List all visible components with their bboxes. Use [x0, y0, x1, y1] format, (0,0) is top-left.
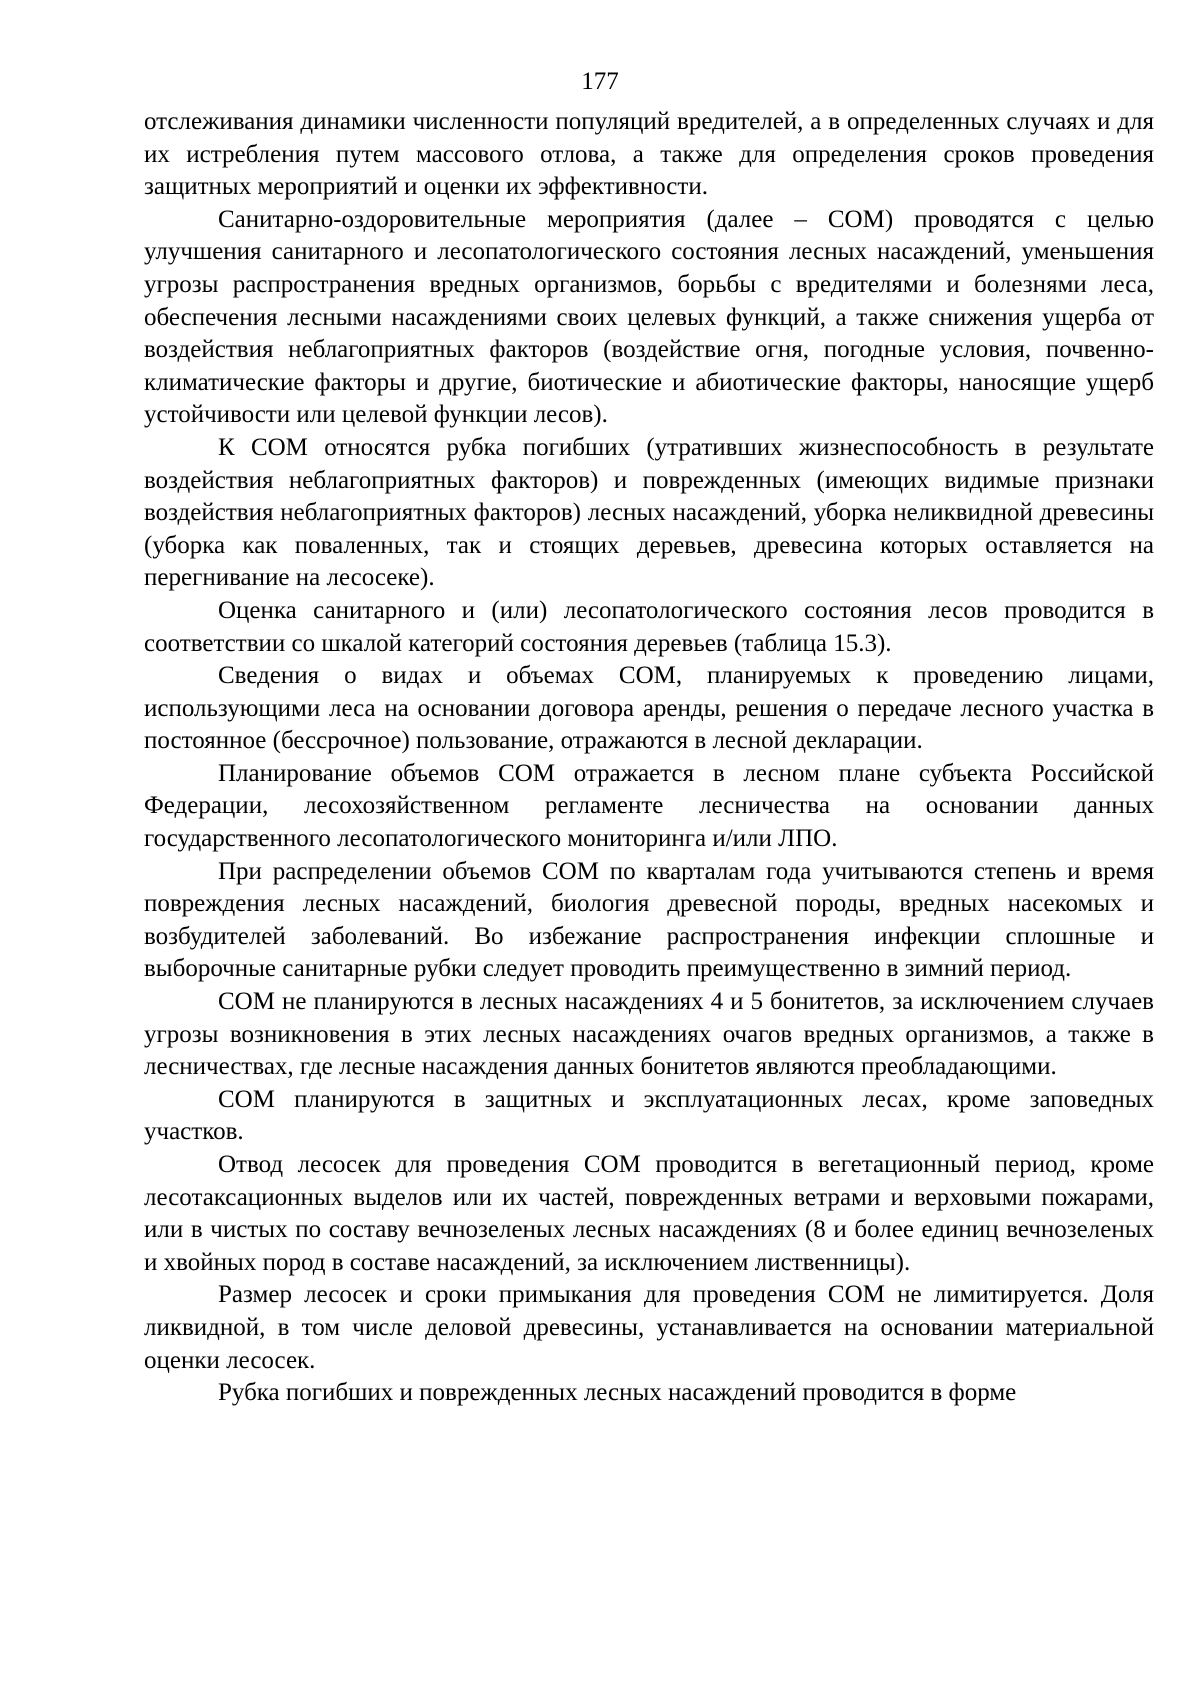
paragraph-assessment: Оценка санитарного и (или) лесопатологического состояния лесов проводится в соответствии со шкалой категорий состояния деревьев (таблица 15.3). — [144, 596, 1154, 657]
paragraph-quarterly-distribution: При распределении объемов СОМ по кварталам года учитываются степень и время повреждения лесных насаждений, биология древесной породы, вредных насекомых и возбудителей заболеваний. Во избежание распространения инфекции сплошные и выборочные санитарные рубки следует проводить преимущественно в зимний период. — [144, 857, 1154, 983]
paragraph-bonitet-exclusion: СОМ не планируются в лесных насаждениях 4 и 5 бонитетов, за исключением случаев угрозы возникновения в этих лесных насаждениях очагов вредных организмов, а также в лесничествах, где лесные насаждения данных бонитетов являются преобладающими. — [144, 988, 1154, 1081]
paragraph-som-includes: К СОМ относятся рубка погибших (утративших жизнеспособность в результате воздействия неблагоприятных факторов) и поврежденных (имеющих видимые признаки воздействия неблагоприятных факторов) лесных насаждений, уборка неликвидной древесины (уборка как поваленных, так и стоящих деревьев, древесина которых оставляется на перегнивание на лесосеке). — [144, 433, 1154, 592]
paragraph-allotment: Отвод лесосек для проведения СОМ проводится в вегетационный период, кроме лесотаксационных выделов или их частей, поврежденных ветрами и верховыми пожарами, или в чистых по составу вечнозеленых лесных насаждениях (8 и более единиц вечнозеленых и хвойных пород в составе насаждений, за исключением лиственницы). — [144, 1151, 1154, 1276]
paragraph-felling-form: Рубка погибших и поврежденных лесных насаждений проводится в форме — [218, 1379, 1017, 1407]
body-text — [144, 106, 1154, 1410]
page-number: 177 — [581, 68, 619, 95]
paragraph-cutting-area-size: Размер лесосек и сроки примыкания для проведения СОМ не лимитируется. Доля ликвидной, в том числе деловой древесины, устанавливается на основании материальной оценки лесосек. — [144, 1281, 1154, 1374]
paragraph-planning: Планирование объемов СОМ отражается в лесном плане субъекта Российской Федерации, лесохозяйственном регламенте лесничества на основании данных государственного лесопатологического мониторинга и/или ЛПО. — [144, 759, 1154, 853]
paragraph-forest-types: СОМ планируются в защитных и эксплуатационных лесах, кроме заповедных участков. — [144, 1085, 1154, 1146]
paragraph-som-definition: Санитарно-оздоровительные мероприятия (далее – СОМ) проводятся с целью улучшения санитарного и лесопатологического состояния лесных насаждений, уменьшения угрозы распространения вредных организмов, борьбы с вредителями и болезнями леса, обеспечения лесными насаждениями своих целевых функций, а также снижения ущерба от воздействия неблагоприятных факторов (воздействие огня, погодные условия, почвенно-климатические факторы и другие, биотические и абиотические факторы, наносящие ущерб устойчивости или целевой функции лесов). — [144, 205, 1154, 429]
paragraph-continued: отслеживания динамики численности популяций вредителей, а в определенных случаях и для их истребления путем массового отлова, а также для определения сроков проведения защитных мероприятий и оценки их эффективности. — [144, 108, 1154, 201]
paragraph-declaration: Сведения о видах и объемах СОМ, планируемых к проведению лицами, использующими леса на основании договора аренды, решения о передаче лесного участка в постоянное (бессрочное) пользование, отражаются в лесной декларации. — [144, 662, 1154, 755]
